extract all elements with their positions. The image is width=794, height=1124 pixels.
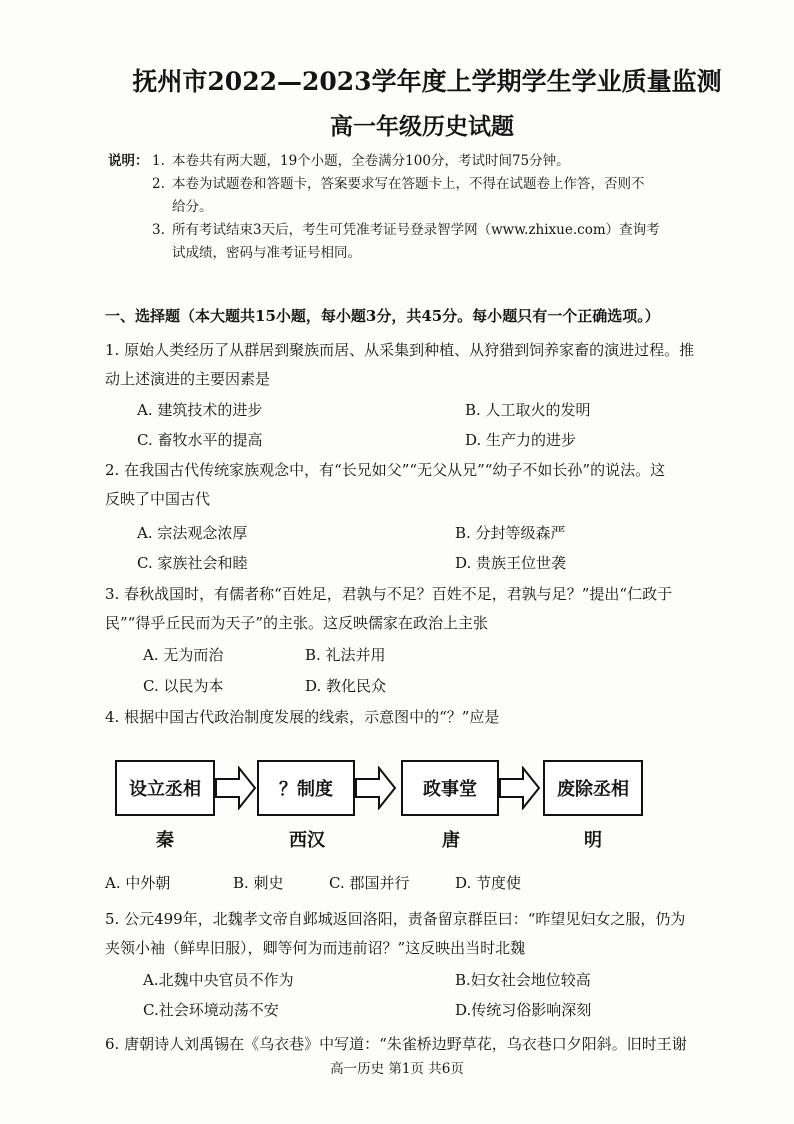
option-c: C. 畜牧水平的提高 [137, 431, 263, 449]
option-b: B. 礼法并用 [305, 646, 386, 664]
instruction-item: 2. 本卷为试题卷和答题卡，答案要求写在答题卡上，不得在试题卷上作答，否则不 [152, 176, 645, 192]
diagram-era-label: 唐 [442, 830, 460, 851]
arrow-right-icon [499, 766, 541, 810]
instruction-continuation: 试成绩，密码与准考证号相同。 [172, 245, 361, 261]
page-title: 抚州市2022—2023学年度上学期学生学业质量监测 [132, 67, 722, 96]
option-a: A. 宗法观念浓厚 [137, 524, 248, 542]
option-c: C. 郡国并行 [329, 874, 410, 892]
option-d: D. 教化民众 [305, 677, 387, 695]
question-stem: 夹领小袖（鲜卑旧服），卿等何为而违前诏？”这反映出当时北魏 [105, 939, 526, 957]
question-4 [105, 703, 737, 732]
diagram-box: 设立丞相 [115, 760, 215, 816]
option-a: A. 无为而治 [143, 646, 224, 664]
option-a: A. 中外朝 [105, 874, 171, 892]
option-d: D. 生产力的进步 [465, 431, 577, 449]
question-stem: 1. 原始人类经历了从群居到聚族而居、从采集到种植、从狩猎到饲养家畜的演进过程。推 [105, 341, 695, 359]
page-subtitle: 高一年级历史试题 [330, 113, 514, 140]
question-2 [105, 456, 737, 514]
diagram-box: ？制度 [257, 760, 355, 816]
question-stem: 反映了中国古代 [105, 490, 211, 508]
question-5 [105, 905, 737, 963]
option-c: C.社会环境动荡不安 [143, 1001, 279, 1019]
question-stem: 民”“得乎丘民而为天子”的主张。这反映儒家在政治上主张 [105, 614, 489, 632]
option-c: C. 以民为本 [143, 677, 224, 695]
option-c: C. 家族社会和睦 [137, 554, 248, 572]
option-d: D. 节度使 [455, 874, 522, 892]
diagram-era-label: 秦 [156, 830, 174, 851]
diagram-era-label: 西汉 [289, 830, 325, 851]
instruction-item: 3. 所有考试结束3天后，考生可凭准考证号登录智学网（www.zhixue.com）查询考 [152, 222, 660, 238]
diagram-era-label: 明 [584, 830, 602, 851]
option-b: B. 分封等级森严 [455, 524, 566, 542]
question-stem: 4. 根据中国古代政治制度发展的线索，示意图中的“？”应是 [105, 708, 500, 726]
option-a: A.北魏中央官员不作为 [143, 971, 294, 989]
diagram-box: 政事堂 [401, 760, 499, 816]
question-stem: 动上述演进的主要因素是 [105, 370, 271, 388]
instruction-continuation: 给分。 [172, 199, 213, 215]
system-evolution-diagram [115, 752, 635, 862]
section-heading: 一、选择题（本大题共15小题，每小题3分，共45分。每小题只有一个正确选项。） [105, 307, 660, 325]
question-stem: 5. 公元499年，北魏孝文帝自邺城返回洛阳，责备留京群臣曰：“昨望见妇女之服，仍为 [105, 910, 686, 928]
diagram-box: 废除丞相 [543, 760, 643, 816]
option-b: B.妇女社会地位较高 [455, 971, 591, 989]
page-footer: 高一历史 第1页 共6页 [330, 1061, 464, 1077]
option-b: B. 人工取火的发明 [465, 401, 591, 419]
instructions-label: 说明： [108, 153, 149, 169]
question-stem: 2. 在我国古代传统家族观念中，有“长兄如父”“无父从兄”“幼子不如长孙”的说法。这 [105, 461, 666, 479]
instructions [108, 150, 738, 265]
option-a: A. 建筑技术的进步 [137, 401, 263, 419]
question-stem: 3. 春秋战国时，有儒者称“百姓足，君孰与不足？百姓不足，君孰与足？”提出“仁政于 [105, 585, 673, 603]
arrow-right-icon [355, 766, 397, 810]
instruction-item: 1. 本卷共有两大题，19个小题，全卷满分100分，考试时间75分钟。 [152, 153, 570, 169]
question-stem: 6. 唐朝诗人刘禹锡在《乌衣巷》中写道：“朱雀桥边野草花，乌衣巷口夕阳斜。旧时王谢 [105, 1035, 687, 1053]
option-b: B. 刺史 [233, 874, 284, 892]
option-d: D.传统习俗影响深刻 [455, 1001, 592, 1019]
question-3 [105, 580, 737, 638]
question-1 [105, 336, 737, 394]
arrow-right-icon [215, 766, 257, 810]
question-6 [105, 1030, 737, 1059]
option-d: D. 贵族王位世袭 [455, 554, 567, 572]
